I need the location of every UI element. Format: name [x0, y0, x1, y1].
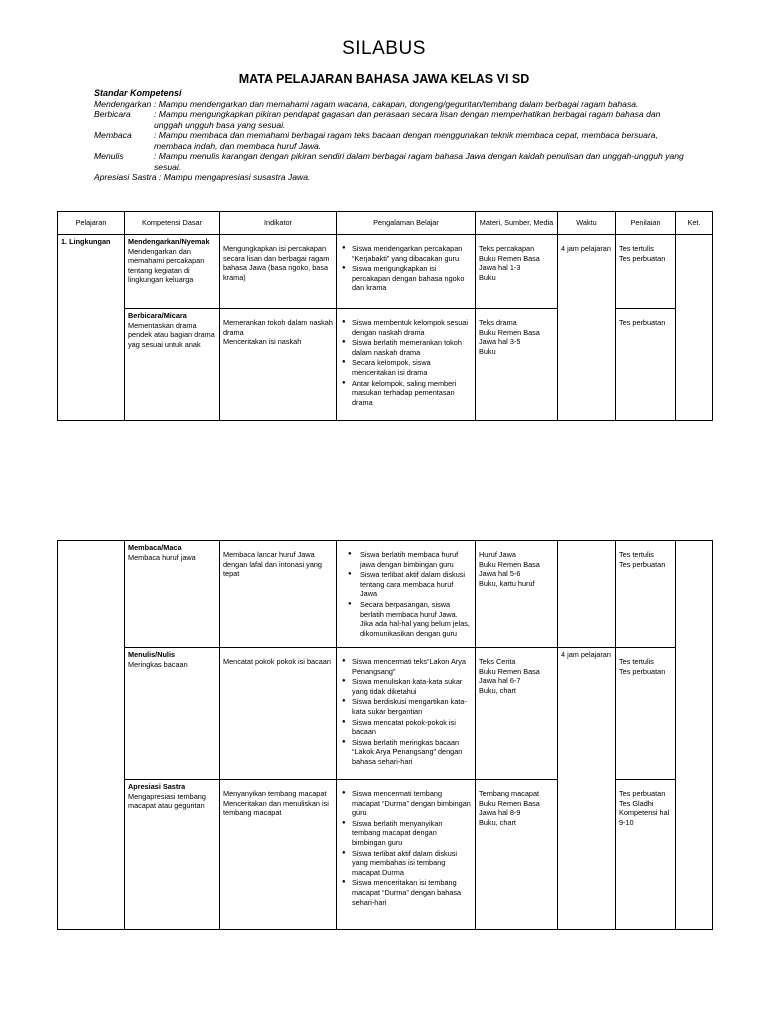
page-title: SILABUS	[342, 38, 426, 59]
header-cell: Materi, Sumber, Media	[476, 212, 558, 235]
list-item: ● Siswa terlibat aktif dalam diskusi tentang cara membaca huruf Jawa	[360, 570, 472, 599]
pengalaman-cell	[337, 648, 476, 780]
pengalaman-list	[340, 657, 472, 767]
indikator-cell: Menyanyikan tembang macapat Menceritakan dan menuliskan isi tembang macapat	[220, 780, 337, 930]
pengalaman-list	[340, 550, 472, 638]
header-cell: Waktu	[558, 212, 616, 235]
standar-label: Mendengarkan	[94, 98, 152, 109]
pelajaran-cell: 1. Lingkungan	[58, 235, 125, 421]
list-item: ● Siswa mendengarkan percakapan “Kerjabakti” yang dibacakan guru	[352, 244, 472, 263]
list-item: ● Siswa menuliskan kata-kata sukar yang tidak diketahui	[352, 677, 472, 696]
header-cell: Kompetensi Dasar	[125, 212, 220, 235]
header-cell: Pengalaman Belajar	[337, 212, 476, 235]
waktu-cell: 4 jam pelajaran	[558, 235, 616, 421]
kd-title: Menulis/Nulis	[128, 650, 176, 659]
waktu-cell: 4 jam pelajaran	[558, 648, 616, 930]
standar-label: Membaca	[94, 130, 132, 140]
penilaian-cell: Tes tertulis Tes perbuatan	[616, 235, 676, 309]
kd-cell	[125, 541, 220, 648]
kd-text: Mementaskan drama pendek atau bagian drama yag sesuai untuk anak	[128, 320, 215, 349]
materi-cell: Huruf Jawa Buku Remen Basa Jawa hal 5-6 Buku, kartu huruf	[476, 541, 558, 648]
standar-text: : Mampu mendengarkan dan memahami ragam wacana, cakapan, dongeng/geguritan/tembang dalam berbagai ragam bahasa.	[154, 98, 639, 109]
indikator-cell: Mencatat pokok pokok isi bacaan	[220, 648, 337, 780]
waktu-cell	[558, 541, 616, 648]
list-item: ● Siswa terlibat aktif dalam diskusi yang membahas isi tembang macapat Durma	[352, 849, 472, 878]
materi-cell: Teks Cerita Buku Remen Basa Jawa hal 6-7 Buku, chart	[476, 648, 558, 780]
penilaian-cell: Tes perbuatan Tes Gladhi Kompetensi hal 9-10	[616, 780, 676, 930]
standar-kompetensi	[94, 88, 684, 183]
silabus-table-bottom	[57, 540, 713, 930]
kd-text: Membaca huruf jawa	[128, 552, 196, 562]
kd-cell	[125, 235, 220, 309]
table-row	[58, 648, 713, 780]
ket-cell	[676, 235, 713, 421]
materi-cell: Tembang macapat Buku Remen Basa Jawa hal 8-9 Buku, chart	[476, 780, 558, 930]
list-item: ● Antar kelompok, saling memberi masukan terhadap pementasan drama	[352, 379, 472, 408]
standar-text: : Mampu menulis karangan dengan pikiran sendiri dalam berbagai ragam bahasa Jawa dengan kaidah penulisan dan unggah-ungguh yang sesuai.	[154, 151, 684, 172]
standar-label: Berbicara	[94, 109, 131, 119]
kd-title: Berbicara/Micara	[128, 311, 187, 320]
kd-title: Membaca/Maca	[128, 543, 182, 552]
page-subtitle: MATA PELAJARAN BAHASA JAWA KELAS VI SD	[238, 72, 530, 86]
standar-text: : Mampu mengungkapkan pikiran pendapat gagasan dan perasaan secara lisan dengan memperhatikan berbagai ragam bahasa dan unggah ungguh basa yang sesuai.	[154, 109, 661, 130]
list-item: ● Siswa mencermati teks“Lakon Arya Penangsang”	[352, 657, 472, 676]
header-cell: Pelajaran	[58, 212, 125, 235]
list-item: ● Siswa membentuk kelompok sesuai dengan naskah drama	[352, 318, 472, 337]
list-item: ● Siswa berdiskusi mengartikan kata-kata sukar bergantian	[352, 697, 472, 716]
kd-cell	[125, 309, 220, 421]
list-item: ● Siswa berlatih menyanyikan tembang macapat dengan bimbingan guru	[352, 819, 472, 848]
pengalaman-cell	[337, 309, 476, 421]
kd-cell	[125, 780, 220, 930]
list-item: ● Siswa mencermati tembang macapat “Durma” dengan bimbingan guru	[352, 789, 472, 818]
list-item: ● Siswa menceritakan isi tembang macapat “Durma” dengan bahasa sehari-hari	[352, 878, 472, 907]
list-item: ● Secara kelompok, siswa menceritakan isi drama	[352, 358, 472, 377]
kd-title: Mendengarkan/Nyemak	[128, 237, 210, 246]
list-item: ● Siswa berlatih meringkas bacaan “Lakok Arya Penangsang” dengan bahasa sehari-hari	[352, 738, 472, 767]
standar-label: Menulis	[94, 151, 124, 161]
materi-cell: Teks drama Buku Remen Basa Jawa hal 3-5 Buku	[476, 309, 558, 421]
pengalaman-cell	[337, 235, 476, 309]
header-cell: Penilaian	[616, 212, 676, 235]
indikator-cell: Membaca lancar huruf Jawa dengan lafal dan intonasi yang tepat	[220, 541, 337, 648]
table-row	[58, 541, 713, 648]
header-cell: Ket.	[676, 212, 713, 235]
materi-cell: Teks percakapan Buku Remen Basa Jawa hal 1-3 Buku	[476, 235, 558, 309]
penilaian-cell: Tes tertulis Tes perbuatan	[616, 541, 676, 648]
silabus-table-top	[57, 211, 713, 421]
kd-cell	[125, 648, 220, 780]
pelajaran-cell	[58, 541, 125, 930]
kd-title: Apresiasi Sastra	[128, 782, 186, 791]
pengalaman-list	[340, 244, 472, 293]
table-row	[58, 235, 713, 309]
standar-apresiasi: Apresiasi Sastra : Mampu mengapresiasi susastra Jawa.	[94, 172, 311, 182]
pengalaman-list	[340, 789, 472, 907]
indikator-cell: Memerankan tokoh dalam naskah drama Menceritakan isi naskah	[220, 309, 337, 421]
list-item: ● Siswa berlatih memerankan tokoh dalam naskah drama	[352, 338, 472, 357]
standar-text: : Mampu membaca dan memahami berbagai ragam teks bacaan dengan menggunakan teknik membaca cepat, membaca bersuara, membaca indah, dan membaca huruf Jawa.	[154, 130, 658, 151]
standar-item	[94, 151, 684, 172]
standar-item	[94, 99, 684, 110]
pengalaman-cell	[337, 780, 476, 930]
standar-item	[94, 130, 684, 151]
list-item: ● Secara berpasangan, siswa berlatih membaca huruf Jawa. Jika ada hal-hal yang belum jelas, dikomunikasikan dengan guru	[360, 600, 472, 638]
pengalaman-cell	[337, 541, 476, 648]
penilaian-cell: Tes tertulis Tes perbuatan	[616, 648, 676, 780]
indikator-cell: Mengungkapkan isi percakapan secara lisan dan berbagai ragam bahasa Jawa (basa ngoko, basa krama)	[220, 235, 337, 309]
list-item: ● Siswa mencatat pokok-pokok isi bacaan	[352, 718, 472, 737]
ket-cell	[676, 541, 713, 930]
header-cell: Indikator	[220, 212, 337, 235]
penilaian-cell: Tes perbuatan	[616, 309, 676, 421]
kd-text: Mengapresiasi tembang macapat atau geguritan	[128, 791, 206, 811]
kd-text: Mendengarkan dan memahami percakapan tentang kegiatan di lingkungan keluarga	[128, 246, 205, 285]
list-item: ● Siswa berlatih membaca huruf jawa dengan bimbingan guru	[360, 550, 472, 569]
list-item: ● Siswa mengungkapkan isi percakapan dengan bahasa ngoko dan krama	[352, 264, 472, 293]
table-header-row	[58, 212, 713, 235]
standar-item	[94, 109, 684, 130]
pengalaman-list	[340, 318, 472, 407]
kd-text: Meringkas bacaan	[128, 659, 188, 669]
standar-heading: Standar Kompetensi	[94, 88, 182, 98]
